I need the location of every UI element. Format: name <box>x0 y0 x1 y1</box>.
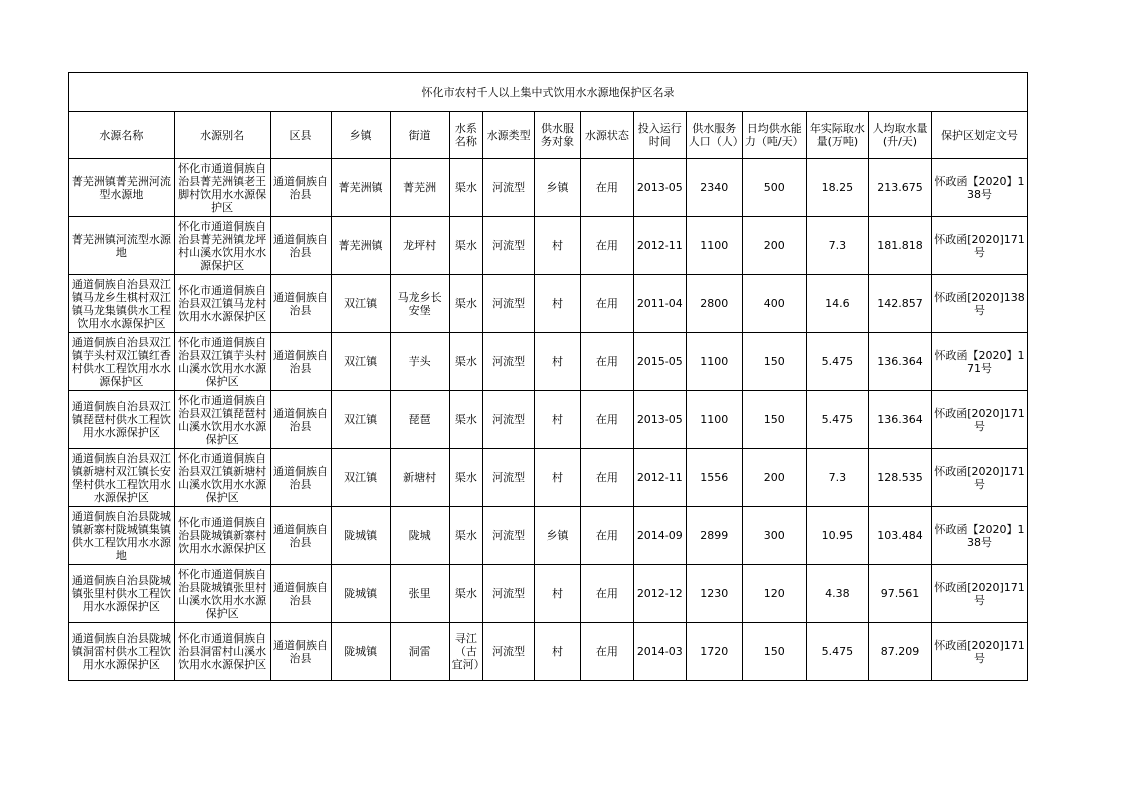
protection-document-text: 怀政函[2020]171号 <box>934 580 1025 607</box>
source-name-text: 菁芜洲镇河流型水源地 <box>71 232 171 259</box>
source-name-text: 通道侗族自治县陇城镇张里村供水工程饮用水水源保护区 <box>71 574 171 613</box>
source-name-cell <box>69 217 175 275</box>
service-population-cell <box>686 565 742 623</box>
water-system-cell <box>449 623 483 681</box>
county-text: 通道侗族自治县 <box>273 464 329 491</box>
street-text: 龙坪村 <box>403 239 437 252</box>
source-alias-cell <box>174 217 270 275</box>
source-name-cell <box>69 333 175 391</box>
operation-date-cell <box>633 275 686 333</box>
service-target-cell <box>535 217 581 275</box>
operation-date-text: 2013-05 <box>636 181 683 194</box>
daily-capacity-cell <box>742 565 806 623</box>
operation-date-text: 2014-03 <box>636 645 683 658</box>
source-alias-text: 怀化市通道侗族自治县陇城镇张里村山溪水饮用水水源保护区 <box>178 567 267 620</box>
source-status-text: 在用 <box>595 355 618 368</box>
annual-withdrawal-cell <box>806 391 868 449</box>
town-cell <box>331 449 390 507</box>
source-name-cell <box>69 391 175 449</box>
annual-withdrawal-text: 5.475 <box>821 355 854 368</box>
annual-withdrawal-text: 10.95 <box>821 529 854 542</box>
street-cell <box>390 449 449 507</box>
per-capita-withdrawal-text: 136.364 <box>877 413 923 426</box>
table-title: 怀化市农村千人以上集中式饮用水水源地保护区名录 <box>69 73 1028 112</box>
daily-capacity-cell <box>742 449 806 507</box>
county-cell <box>270 391 331 449</box>
service-population-cell <box>686 507 742 565</box>
daily-capacity-text: 300 <box>763 529 785 542</box>
source-type-cell <box>483 565 535 623</box>
source-name-text: 菁芜洲镇菁芜洲河流型水源地 <box>71 174 171 201</box>
header-source-type: 水源类型 <box>483 112 535 159</box>
source-type-cell <box>483 507 535 565</box>
water-system-cell <box>449 391 483 449</box>
service-target-cell <box>535 507 581 565</box>
source-name-cell <box>69 275 175 333</box>
county-cell <box>270 565 331 623</box>
source-alias-text: 怀化市通道侗族自治县洞雷村山溪水饮用水水源保护区 <box>178 632 267 671</box>
county-cell <box>270 333 331 391</box>
header-service-target: 供水服务对象 <box>535 112 581 159</box>
table-row <box>69 159 1028 217</box>
per-capita-withdrawal-text: 181.818 <box>877 239 923 252</box>
header-town: 乡镇 <box>331 112 390 159</box>
service-population-text: 1100 <box>700 239 729 252</box>
operation-date-text: 2011-04 <box>636 297 683 310</box>
annual-withdrawal-text: 14.6 <box>825 297 850 310</box>
annual-withdrawal-cell <box>806 507 868 565</box>
town-text: 陇城镇 <box>344 645 378 658</box>
per-capita-withdrawal-cell <box>868 391 931 449</box>
operation-date-text: 2015-05 <box>636 355 683 368</box>
annual-withdrawal-cell <box>806 217 868 275</box>
county-text: 通道侗族自治县 <box>273 522 329 549</box>
source-alias-text: 怀化市通道侗族自治县双江镇芋头村山溪水饮用水水源保护区 <box>178 335 267 388</box>
street-cell <box>390 159 449 217</box>
source-type-cell <box>483 275 535 333</box>
protection-document-cell <box>932 507 1028 565</box>
table-row <box>69 275 1028 333</box>
per-capita-withdrawal-cell <box>868 275 931 333</box>
source-status-text: 在用 <box>595 413 618 426</box>
header-annual-withdrawal: 年实际取水量(万吨) <box>806 112 868 159</box>
water-system-text: 寻江（古宜河） <box>451 632 485 671</box>
source-name-cell <box>69 565 175 623</box>
county-text: 通道侗族自治县 <box>273 348 329 375</box>
service-population-text: 1100 <box>700 355 729 368</box>
county-cell <box>270 159 331 217</box>
town-text: 菁芜洲镇 <box>338 181 383 194</box>
service-target-cell <box>535 275 581 333</box>
table-row <box>69 507 1028 565</box>
street-text: 马龙乡长安堡 <box>397 290 442 317</box>
operation-date-text: 2012-11 <box>636 471 683 484</box>
town-text: 双江镇 <box>344 471 378 484</box>
table-row <box>69 449 1028 507</box>
per-capita-withdrawal-cell <box>868 159 931 217</box>
town-text: 陇城镇 <box>344 529 378 542</box>
daily-capacity-cell <box>742 275 806 333</box>
service-population-cell <box>686 623 742 681</box>
county-text: 通道侗族自治县 <box>273 406 329 433</box>
source-status-text: 在用 <box>595 297 618 310</box>
source-status-cell <box>580 333 633 391</box>
source-status-text: 在用 <box>595 529 618 542</box>
table-row <box>69 217 1028 275</box>
operation-date-text: 2012-12 <box>636 587 683 600</box>
protection-document-cell <box>932 159 1028 217</box>
service-population-text: 2800 <box>700 297 729 310</box>
source-alias-cell <box>174 391 270 449</box>
town-cell <box>331 391 390 449</box>
county-text: 通道侗族自治县 <box>273 232 329 259</box>
annual-withdrawal-cell <box>806 623 868 681</box>
header-source-name: 水源名称 <box>69 112 175 159</box>
water-system-text: 渠水 <box>454 529 477 542</box>
per-capita-withdrawal-cell <box>868 449 931 507</box>
street-text: 陇城 <box>408 529 431 542</box>
source-type-text: 河流型 <box>492 645 526 658</box>
per-capita-withdrawal-text: 97.561 <box>880 587 920 600</box>
annual-withdrawal-text: 7.3 <box>828 471 847 484</box>
operation-date-text: 2014-09 <box>636 529 683 542</box>
per-capita-withdrawal-text: 128.535 <box>877 471 923 484</box>
service-population-cell <box>686 449 742 507</box>
header-daily-capacity: 日均供水能力（吨/天） <box>742 112 806 159</box>
source-type-text: 河流型 <box>492 181 526 194</box>
operation-date-cell <box>633 159 686 217</box>
operation-date-cell <box>633 623 686 681</box>
source-status-cell <box>580 565 633 623</box>
source-name-cell <box>69 449 175 507</box>
water-system-text: 渠水 <box>454 413 477 426</box>
source-alias-text: 怀化市通道侗族自治县双江镇琵琶村山溪水饮用水水源保护区 <box>178 393 267 446</box>
header-source-alias: 水源别名 <box>174 112 270 159</box>
source-alias-text: 怀化市通道侗族自治县双江镇马龙村饮用水水源保护区 <box>178 284 267 323</box>
daily-capacity-text: 200 <box>763 239 785 252</box>
street-cell <box>390 391 449 449</box>
county-text: 通道侗族自治县 <box>273 638 329 665</box>
street-text: 洞雷 <box>408 645 431 658</box>
water-system-cell <box>449 565 483 623</box>
header-water-system: 水系名称 <box>449 112 483 159</box>
annual-withdrawal-cell <box>806 565 868 623</box>
source-alias-cell <box>174 449 270 507</box>
source-type-cell <box>483 623 535 681</box>
annual-withdrawal-text: 7.3 <box>828 239 847 252</box>
service-population-text: 1100 <box>700 413 729 426</box>
operation-date-cell <box>633 449 686 507</box>
town-text: 陇城镇 <box>344 587 378 600</box>
street-cell <box>390 507 449 565</box>
header-county: 区县 <box>270 112 331 159</box>
service-target-text: 村 <box>552 297 564 310</box>
service-population-text: 1230 <box>700 587 729 600</box>
protection-document-text: 怀政函【2020】138号 <box>934 522 1025 549</box>
water-system-text: 渠水 <box>454 587 477 600</box>
county-cell <box>270 275 331 333</box>
street-text: 菁芜洲 <box>403 181 437 194</box>
service-target-cell <box>535 449 581 507</box>
source-alias-text: 怀化市通道侗族自治县菁芜洲镇龙坪村山溪水饮用水水源保护区 <box>178 219 267 272</box>
header-protection-document: 保护区划定文号 <box>932 112 1028 159</box>
daily-capacity-cell <box>742 507 806 565</box>
street-text: 琵琶 <box>408 413 431 426</box>
per-capita-withdrawal-cell <box>868 217 931 275</box>
source-status-cell <box>580 507 633 565</box>
source-status-cell <box>580 391 633 449</box>
street-text: 芋头 <box>408 355 431 368</box>
title-row <box>69 73 1028 112</box>
protection-document-text: 怀政函[2020]171号 <box>934 406 1025 433</box>
water-system-cell <box>449 507 483 565</box>
source-status-text: 在用 <box>595 471 618 484</box>
protection-document-cell <box>932 391 1028 449</box>
service-population-cell <box>686 391 742 449</box>
source-alias-cell <box>174 275 270 333</box>
service-population-cell <box>686 275 742 333</box>
service-target-text: 村 <box>552 355 564 368</box>
operation-date-cell <box>633 217 686 275</box>
daily-capacity-cell <box>742 333 806 391</box>
source-status-cell <box>580 217 633 275</box>
county-cell <box>270 507 331 565</box>
service-target-text: 乡镇 <box>546 181 569 194</box>
source-alias-cell <box>174 159 270 217</box>
service-target-text: 村 <box>552 587 564 600</box>
per-capita-withdrawal-text: 142.857 <box>877 297 923 310</box>
protection-document-text: 怀政函【2020】138号 <box>934 174 1025 201</box>
annual-withdrawal-text: 18.25 <box>821 181 854 194</box>
source-alias-cell <box>174 623 270 681</box>
water-system-text: 渠水 <box>454 297 477 310</box>
daily-capacity-text: 150 <box>763 355 785 368</box>
annual-withdrawal-cell <box>806 333 868 391</box>
daily-capacity-text: 120 <box>763 587 785 600</box>
source-name-text: 通道侗族自治县双江镇新塘村双江镇长安堡村供水工程饮用水水源保护区 <box>71 451 171 504</box>
source-name-text: 通道侗族自治县双江镇琵琶村供水工程饮用水水源保护区 <box>71 400 171 439</box>
water-system-text: 渠水 <box>454 181 477 194</box>
operation-date-cell <box>633 391 686 449</box>
annual-withdrawal-text: 5.475 <box>821 645 854 658</box>
protection-document-text: 怀政函[2020]138号 <box>934 290 1025 317</box>
town-cell <box>331 333 390 391</box>
service-population-cell <box>686 333 742 391</box>
service-target-cell <box>535 391 581 449</box>
service-population-text: 1720 <box>700 645 729 658</box>
protection-document-text: 怀政函[2020]171号 <box>934 232 1025 259</box>
source-alias-cell <box>174 507 270 565</box>
source-status-cell <box>580 275 633 333</box>
water-system-text: 渠水 <box>454 471 477 484</box>
daily-capacity-text: 150 <box>763 413 785 426</box>
protection-document-text: 怀政函【2020】171号 <box>934 348 1025 375</box>
service-target-text: 村 <box>552 239 564 252</box>
source-status-text: 在用 <box>595 181 618 194</box>
street-cell <box>390 623 449 681</box>
service-target-cell <box>535 565 581 623</box>
source-name-cell <box>69 507 175 565</box>
annual-withdrawal-text: 5.475 <box>821 413 854 426</box>
daily-capacity-text: 400 <box>763 297 785 310</box>
source-status-text: 在用 <box>595 239 618 252</box>
annual-withdrawal-cell <box>806 275 868 333</box>
source-type-cell <box>483 391 535 449</box>
source-alias-cell <box>174 333 270 391</box>
source-name-text: 通道侗族自治县陇城镇洞雷村供水工程饮用水水源保护区 <box>71 632 171 671</box>
header-row <box>69 112 1028 159</box>
service-target-cell <box>535 333 581 391</box>
street-cell <box>390 275 449 333</box>
service-target-cell <box>535 159 581 217</box>
town-cell <box>331 565 390 623</box>
source-status-text: 在用 <box>595 645 618 658</box>
street-text: 张里 <box>408 587 431 600</box>
header-per-capita-withdrawal: 人均取水量(升/天) <box>868 112 931 159</box>
street-cell <box>390 333 449 391</box>
daily-capacity-cell <box>742 159 806 217</box>
protection-document-cell <box>932 217 1028 275</box>
annual-withdrawal-cell <box>806 159 868 217</box>
source-type-cell <box>483 449 535 507</box>
header-street: 街道 <box>390 112 449 159</box>
service-population-cell <box>686 159 742 217</box>
header-service-population: 供水服务人口（人） <box>686 112 742 159</box>
service-target-text: 村 <box>552 471 564 484</box>
daily-capacity-text: 200 <box>763 471 785 484</box>
county-cell <box>270 217 331 275</box>
source-status-text: 在用 <box>595 587 618 600</box>
source-alias-text: 怀化市通道侗族自治县双江镇新塘村山溪水饮用水水源保护区 <box>178 451 267 504</box>
county-cell <box>270 623 331 681</box>
street-text: 新塘村 <box>403 471 437 484</box>
town-text: 菁芜洲镇 <box>338 239 383 252</box>
source-name-text: 通道侗族自治县陇城镇新寨村陇城镇集镇供水工程饮用水水源地 <box>71 509 171 562</box>
operation-date-cell <box>633 565 686 623</box>
service-target-text: 村 <box>552 645 564 658</box>
service-population-cell <box>686 217 742 275</box>
county-text: 通道侗族自治县 <box>273 290 329 317</box>
per-capita-withdrawal-cell <box>868 623 931 681</box>
per-capita-withdrawal-cell <box>868 333 931 391</box>
service-target-text: 村 <box>552 413 564 426</box>
registry-table <box>68 72 1028 681</box>
daily-capacity-text: 150 <box>763 645 785 658</box>
water-system-text: 渠水 <box>454 355 477 368</box>
source-alias-text: 怀化市通道侗族自治县陇城镇新寨村饮用水水源保护区 <box>178 516 267 555</box>
service-target-cell <box>535 623 581 681</box>
source-type-text: 河流型 <box>492 355 526 368</box>
town-cell <box>331 275 390 333</box>
daily-capacity-cell <box>742 623 806 681</box>
source-name-text: 通道侗族自治县双江镇马龙乡生棋村双江镇马龙集镇供水工程饮用水水源保护区 <box>71 277 171 330</box>
operation-date-text: 2013-05 <box>636 413 683 426</box>
water-system-cell <box>449 449 483 507</box>
service-population-text: 2340 <box>700 181 729 194</box>
registry-sheet <box>68 72 1028 681</box>
water-system-cell <box>449 275 483 333</box>
daily-capacity-cell <box>742 391 806 449</box>
protection-document-cell <box>932 333 1028 391</box>
town-cell <box>331 507 390 565</box>
source-type-text: 河流型 <box>492 239 526 252</box>
source-name-cell <box>69 159 175 217</box>
town-cell <box>331 217 390 275</box>
table-row <box>69 391 1028 449</box>
operation-date-cell <box>633 507 686 565</box>
town-text: 双江镇 <box>344 297 378 310</box>
header-operation-date: 投入运行时间 <box>633 112 686 159</box>
source-name-text: 通道侗族自治县双江镇芋头村双江镇红香村供水工程饮用水水源保护区 <box>71 335 171 388</box>
street-cell <box>390 565 449 623</box>
source-type-text: 河流型 <box>492 587 526 600</box>
daily-capacity-cell <box>742 217 806 275</box>
per-capita-withdrawal-text: 103.484 <box>877 529 923 542</box>
source-type-text: 河流型 <box>492 471 526 484</box>
service-target-text: 乡镇 <box>546 529 569 542</box>
source-type-text: 河流型 <box>492 529 526 542</box>
town-cell <box>331 159 390 217</box>
header-source-status: 水源状态 <box>580 112 633 159</box>
protection-document-cell <box>932 449 1028 507</box>
source-status-cell <box>580 623 633 681</box>
protection-document-cell <box>932 623 1028 681</box>
street-cell <box>390 217 449 275</box>
source-type-cell <box>483 159 535 217</box>
protection-document-text: 怀政函[2020]171号 <box>934 464 1025 491</box>
protection-document-text: 怀政函[2020]171号 <box>934 638 1025 665</box>
town-cell <box>331 623 390 681</box>
per-capita-withdrawal-text: 136.364 <box>877 355 923 368</box>
operation-date-text: 2012-11 <box>636 239 683 252</box>
service-population-text: 2899 <box>700 529 729 542</box>
table-row <box>69 333 1028 391</box>
source-type-cell <box>483 217 535 275</box>
table-row <box>69 623 1028 681</box>
source-alias-text: 怀化市通道侗族自治县菁芜洲镇老王脚村饮用水水源保护区 <box>178 161 267 214</box>
annual-withdrawal-cell <box>806 449 868 507</box>
source-name-cell <box>69 623 175 681</box>
protection-document-cell <box>932 275 1028 333</box>
county-cell <box>270 449 331 507</box>
per-capita-withdrawal-text: 213.675 <box>877 181 923 194</box>
water-system-cell <box>449 217 483 275</box>
water-system-cell <box>449 333 483 391</box>
source-status-cell <box>580 159 633 217</box>
source-type-cell <box>483 333 535 391</box>
county-text: 通道侗族自治县 <box>273 174 329 201</box>
water-system-text: 渠水 <box>454 239 477 252</box>
per-capita-withdrawal-cell <box>868 565 931 623</box>
county-text: 通道侗族自治县 <box>273 580 329 607</box>
town-text: 双江镇 <box>344 355 378 368</box>
source-type-text: 河流型 <box>492 297 526 310</box>
source-status-cell <box>580 449 633 507</box>
protection-document-cell <box>932 565 1028 623</box>
daily-capacity-text: 500 <box>763 181 785 194</box>
water-system-cell <box>449 159 483 217</box>
table-row <box>69 565 1028 623</box>
annual-withdrawal-text: 4.38 <box>825 587 850 600</box>
town-text: 双江镇 <box>344 413 378 426</box>
source-type-text: 河流型 <box>492 413 526 426</box>
service-population-text: 1556 <box>700 471 729 484</box>
per-capita-withdrawal-cell <box>868 507 931 565</box>
operation-date-cell <box>633 333 686 391</box>
source-alias-cell <box>174 565 270 623</box>
per-capita-withdrawal-text: 87.209 <box>880 645 920 658</box>
